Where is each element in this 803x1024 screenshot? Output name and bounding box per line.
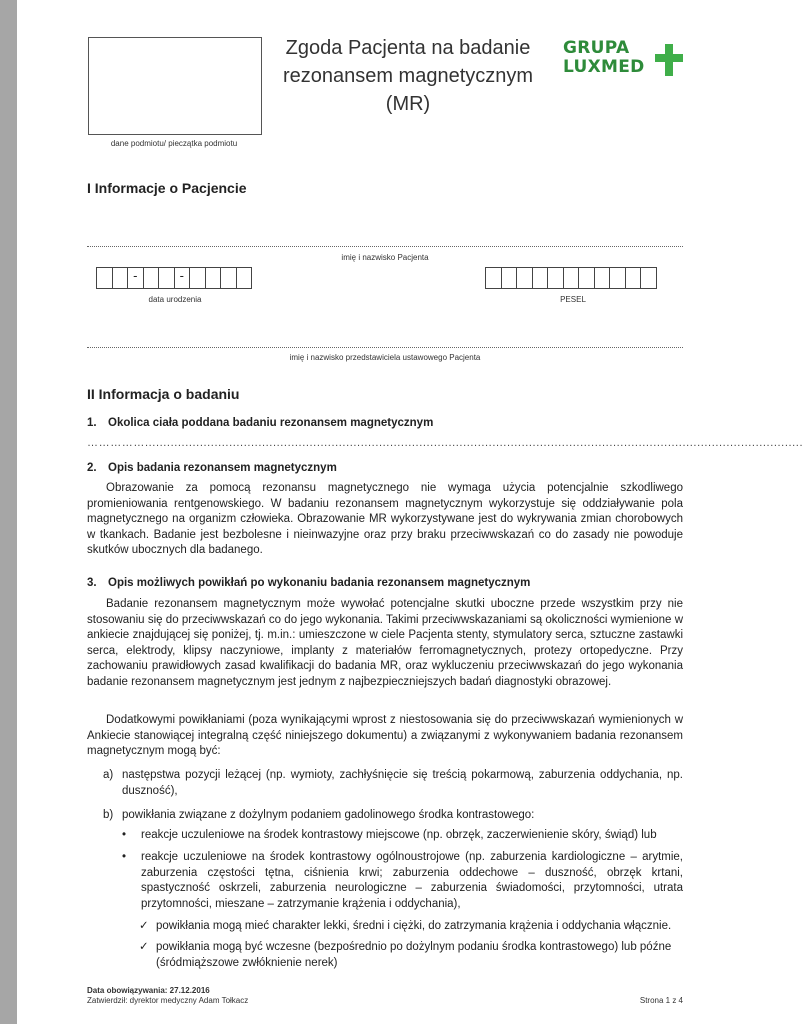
date-cell[interactable] <box>96 267 113 289</box>
footer-page-number: Strona 1 z 4 <box>639 996 683 1005</box>
date-cell[interactable] <box>189 267 206 289</box>
pesel-cell[interactable] <box>516 267 533 289</box>
birth-date-field[interactable] <box>96 267 251 289</box>
pesel-cell[interactable] <box>501 267 518 289</box>
list-label: b) <box>103 809 114 821</box>
title-line: rezonansem magnetycznym <box>282 65 534 87</box>
item-title: Opis badania rezonansem magnetycznym <box>108 462 337 474</box>
bullet-icon: • <box>122 851 127 863</box>
item-number: 1. <box>87 417 97 429</box>
title-line: (MR) <box>385 93 431 115</box>
pesel-cell[interactable] <box>640 267 657 289</box>
pesel-cell[interactable] <box>594 267 611 289</box>
pesel-caption: PESEL <box>560 295 586 304</box>
item-title: Okolica ciała poddana badaniu rezonansem magnetycznym <box>108 417 434 429</box>
list-item-b <box>103 808 683 824</box>
footer-valid-date: Data obowiązywania: 27.12.2016 <box>87 986 210 995</box>
list-text: powikłania związane z dożylnym podaniem gadolinowego środka kontrastowego: <box>122 809 535 821</box>
check-item-1 <box>139 919 683 935</box>
list-text: następstwa pozycji leżącej (np. wymioty, zachłyśnięcie się treścią pokarmową, zaburzenia oddychania, np. duszność), <box>122 769 683 797</box>
bullet-text: reakcje uczuleniowe na środek kontrastowy ogólnoustrojowe (np. zaburzenia kardiologiczne – arytmie, zaburzenia częstości tętna, ciśnienia krwi; zaburzenia oddechowe – duszność, obrzęk krtani, spastyczność oskrzeli, zaburzenia neurologiczne – zaburzenia świadomości, przytomności, utrata przytomności, mieszane – zatrzymanie krążenia i oddychania), <box>141 851 683 910</box>
section1-heading: I Informacje o Pacjencie <box>87 180 247 196</box>
item-number: 2. <box>87 462 97 474</box>
bullet-item-2 <box>122 850 683 912</box>
footer-approved-by: Zatwierdził: dyrektor medyczny Adam Tołkacz <box>87 996 249 1005</box>
bullet-text: reakcje uczuleniowe na środek kontrastowy miejscowe (np. obrzęk, zaczerwienienie skóry, świąd) lub <box>141 829 657 841</box>
pesel-field[interactable] <box>485 267 656 289</box>
pesel-cell[interactable] <box>532 267 549 289</box>
stamp-caption: dane podmiotu/ pieczątka podmiotu <box>110 139 238 148</box>
item3-paragraph-2: Dodatkowymi powikłaniami (poza wynikającymi wprost z niestosowania się do przeciwwskazań wymienionych w Ankiecie stanowiącej integralną część niniejszego dokumentu) a związanymi z wykonywaniem badania rezonansem magnetycznym mogą być: <box>87 714 683 757</box>
date-cell[interactable] <box>112 267 129 289</box>
body-region-field[interactable]: …………….................................................................................................................................................................................... <box>87 437 803 449</box>
logo-text-line2: LUXMED <box>563 57 645 77</box>
page-margin-bar <box>0 0 17 1024</box>
bullet-icon: • <box>122 829 127 841</box>
date-cell[interactable] <box>158 267 175 289</box>
pesel-cell[interactable] <box>578 267 595 289</box>
list-label: a) <box>103 769 114 781</box>
check-item-2 <box>139 940 683 971</box>
checkmark-icon: ✓ <box>139 941 149 953</box>
guardian-name-caption: imię i nazwisko przedstawiciela ustawowego Pacjenta <box>289 353 481 362</box>
pesel-cell[interactable] <box>625 267 642 289</box>
item3-paragraph-1: Badanie rezonansem magnetycznym może wywołać potencjalne skutki uboczne przede wszystkim przy nie stosowaniu się do przeciwwskazań co do jego wykonania. Takimi przeciwwskazaniami są okoliczności wymienione w ankiecie znajdującej się poniżej, tj. m.in.: umieszczone w ciele Pacjenta stenty, stymulatory serca, sztuczne zastawki serca, elektrody, klipsy naczyniowe, implanty z materiałów ferromagnetycznych, protezy ortopedyczne. Przy zachowaniu prawidłowych zasad kwalifikacji do badania MR, oraz wykluczeniu przeciwwskazań do jego wykonania badanie rezonansem magnetycznym jest jednym z najbezpieczniejszych badań diagnostyki obrazowej. <box>87 598 683 688</box>
pesel-cell[interactable] <box>563 267 580 289</box>
item2-heading <box>87 462 337 474</box>
checkmark-icon: ✓ <box>139 920 149 932</box>
item-title: Opis możliwych powikłań po wykonaniu badania rezonansem magnetycznym <box>108 577 531 589</box>
logo-text-line1: GRUPA <box>563 38 630 58</box>
document-title <box>268 34 548 118</box>
item2-paragraph: Obrazowanie za pomocą rezonansu magnetycznego nie wymaga użycia potencjalnie szkodliwego promieniowania rentgenowskiego. W badaniu rezonansem magnetycznym wykorzystuje się oddziaływanie pola magnetycznego na organizm człowieka. Obrazowanie MR wykorzystywane jest do wykrywania zmian chorobowych w tkankach. Badanie jest bezbolesne i nieinwazyjne oraz przy braku przeciwwskazań co do zasady nie powoduje skutków ubocznych dla badanego. <box>87 482 683 556</box>
stamp-box <box>88 37 262 135</box>
title-line: Zgoda Pacjenta na badanie <box>285 37 531 59</box>
date-separator: - <box>127 267 144 289</box>
birth-date-caption: data urodzenia <box>148 295 202 304</box>
check-text: powikłania mogą być wczesne (bezpośrednio po dożylnym podaniu środka kontrastowego) lub późne (śródmiąższowe zwłóknienie nerek) <box>156 941 672 969</box>
patient-name-field[interactable] <box>87 246 683 247</box>
date-cell[interactable] <box>236 267 253 289</box>
date-cell[interactable] <box>220 267 237 289</box>
logo-cross-icon <box>655 42 685 78</box>
item-number: 3. <box>87 577 97 589</box>
luxmed-logo <box>563 39 693 83</box>
list-item-a <box>103 768 683 799</box>
item3-heading <box>87 577 530 589</box>
item1-heading <box>87 417 433 429</box>
guardian-name-field[interactable] <box>87 347 683 348</box>
date-cell[interactable] <box>143 267 160 289</box>
pesel-cell[interactable] <box>609 267 626 289</box>
section2-heading: II Informacja o badaniu <box>87 386 240 402</box>
check-text: powikłania mogą mieć charakter lekki, średni i ciężki, do zatrzymania krążenia i oddychania włącznie. <box>156 920 672 932</box>
pesel-cell[interactable] <box>547 267 564 289</box>
bullet-item-1 <box>122 828 683 844</box>
patient-name-caption: imię i nazwisko Pacjenta <box>341 253 429 262</box>
pesel-cell[interactable] <box>485 267 502 289</box>
date-cell[interactable] <box>205 267 222 289</box>
date-separator: - <box>174 267 191 289</box>
